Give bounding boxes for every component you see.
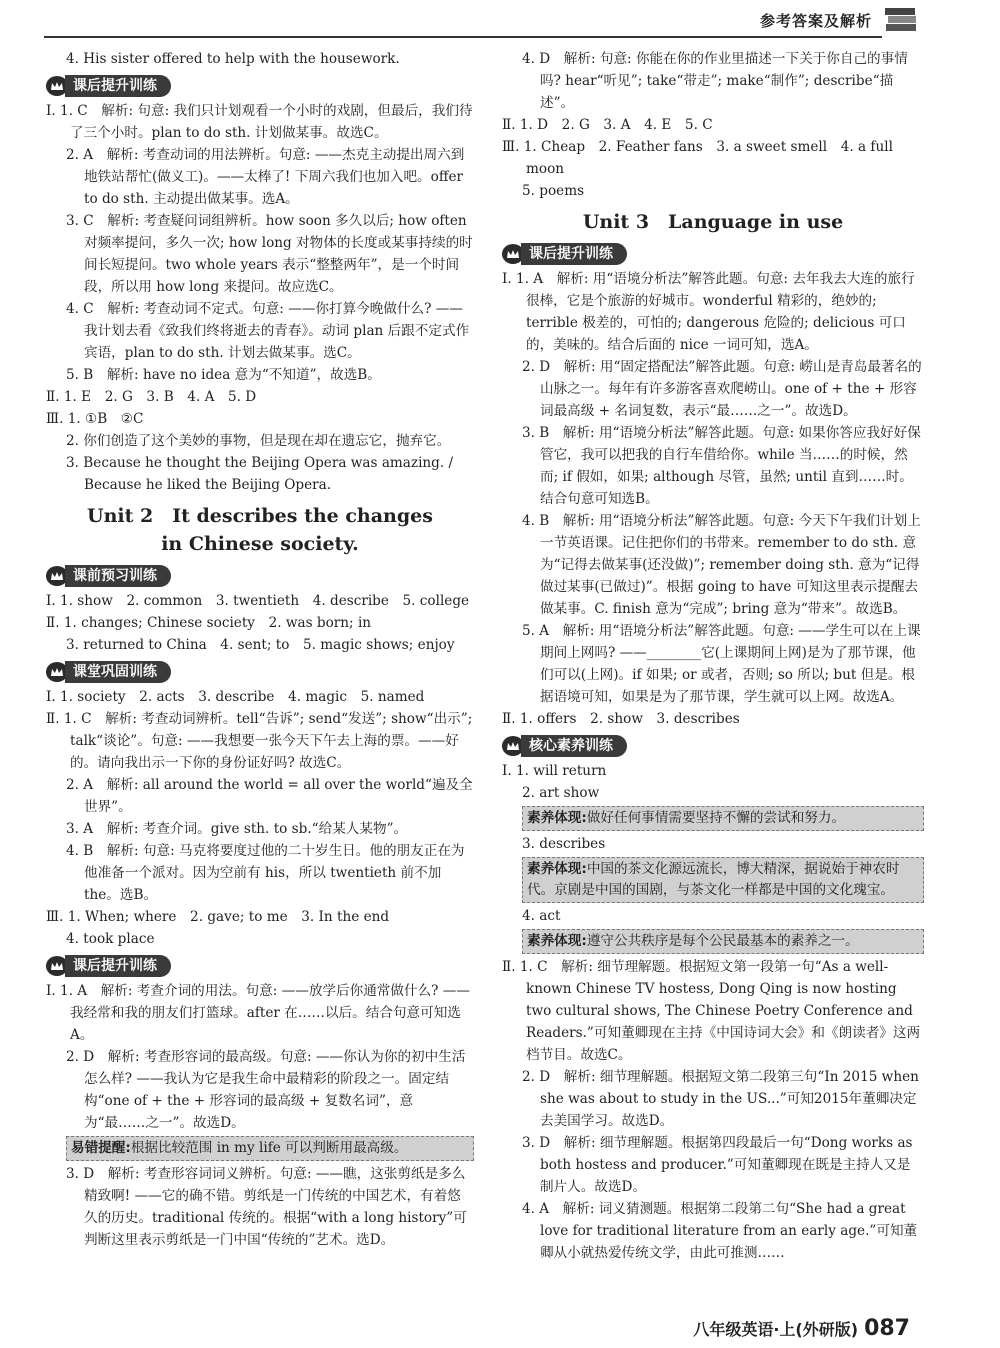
header-title: 参考答案及解析	[759, 12, 872, 30]
answer-line: 4. A 解析: 词义猜测题。根据第二段第二句“She had a great love for traditional literature from an early age.”可知董卿从小就热爱传统文学，由此可推测……	[522, 1201, 918, 1261]
answer-line: 4. B 解析: 句意: 马克将要度过他的二十岁生日。他的朋友正在为他准备一个派对。因为空前有 his，所以 twentieth 前不加 the。选B。	[66, 843, 465, 903]
answer-line: 5. A 解析: 用“语境分析法”解答此题。句意: ——学生可以在上课期间上网吗? ——________它(上课期间上网)是为了那节课，他们可以(上网)。if 如果; or 或者，否则; so 所以; but 但是。根据语境可知，如果是为了那节课，学生就可以上网。故选A。	[522, 623, 921, 705]
answer-line: Ⅱ. 1. C 解析: 考查动词辨析。tell“告诉”; send“发送”; show“出示”; talk“谈论”。句意: ——我想要一张今天下午去上海的票。——好的。请向我出示一下你的身份证好吗? 故选C。	[46, 711, 473, 771]
left-column	[46, 48, 474, 1251]
answer-line: Ⅰ. 1. C 解析: 句意: 我们只计划观看一个小时的戏剧，但最后，我们待了三个小时。plan to do sth. 计划做某事。故选C。	[46, 103, 473, 141]
answer-line: Ⅱ. 1. offers 2. show 3. describes	[502, 711, 740, 727]
answer-line: 2. art show	[522, 785, 600, 801]
answer-line: Ⅰ. 1. will return	[502, 763, 607, 779]
answer-line: Ⅱ. 1. E 2. G 3. B 4. A 5. D	[46, 389, 257, 405]
answer-line: 2. D 解析: 细节理解题。根据短文第二段第三句“In 2015 when she was about to study in the US...”可知2015年董卿决定去美国学习。故选D。	[522, 1069, 919, 1129]
answer-line: Ⅰ. 1. show 2. common 3. twentieth 4. describe 5. college	[46, 593, 470, 609]
answer-line: 4. D 解析: 句意: 你能在你的作业里描述一下关于你自己的事情吗? hear“听见”; take“带走”; make“制作”; describe“描述”。	[522, 51, 908, 111]
answer-line: 4. act	[522, 908, 561, 924]
answer-line: 3. C 解析: 考查疑问词组辨析。how soon 多久以后; how often 对频率提问，多久一次; how long 对物体的长度或某事持续的时间长短提问。two whole years 表示“整整两年”，是一个时间段，所以用 how long 来提问。故应选C。	[66, 213, 473, 295]
answer-line: 3. Because he thought the Beijing Opera was amazing. / Because he liked the Beijing Opera.	[66, 455, 454, 493]
answer-line: Ⅲ. 1. Cheap 2. Feather fans 3. a sweet smell 4. a full moon	[502, 139, 893, 177]
literacy-box: 素养体现:遵守公共秩序是每个公民最基本的素养之一。	[522, 929, 924, 954]
answer-line: Ⅱ. 1. C 解析: 细节理解题。根据短文第一段第一句“As a well-known Chinese TV hostess, Dong Qing is now hosting two cultural shows, The Chinese Poetry Conference and Readers.”可知董卿现在主持《中国诗词大会》和《朗读者》这两档节目。故选C。	[502, 959, 921, 1063]
answer-line: Ⅰ. 1. A 解析: 考查介词的用法。句意: ——放学后你通常做什么? ——我经常和我的朋友们打篮球。after 在……以后。结合句意可知选A。	[46, 983, 470, 1043]
section-header: 课堂巩固训练	[46, 660, 474, 684]
literacy-box: 素养体现:中国的茶文化源远流长，博大精深，据说始于神农时代。京剧是中国的国剧，与茶文化一样都是中国的文化瑰宝。	[522, 857, 924, 903]
section-header: 课后提升训练	[502, 242, 924, 266]
page-number: 087	[864, 1316, 910, 1341]
answer-line: 3. returned to China 4. sent; to 5. magic shows; enjoy	[66, 637, 455, 653]
answer-line: Ⅲ. 1. ①B ②C	[46, 411, 144, 427]
answer-line: 3. describes	[522, 836, 606, 852]
answer-line: Ⅰ. 1. society 2. acts 3. describe 4. magic 5. named	[46, 689, 425, 705]
answer-line: 2. D 解析: 用“固定搭配法”解答此题。句意: 崂山是青岛最著名的山脉之一。每年有许多游客喜欢爬崂山。one of + the + 形容词最高级 + 名词复数，表示“最……之一”。故选D。	[522, 359, 922, 419]
header-rule	[44, 36, 882, 38]
book-title: 八年级英语·上(外研版)	[693, 1320, 859, 1339]
answer-line: 2. A 解析: 考查动词的用法辨析。句意: ——杰克主动提出周六到地铁站帮忙(做义工)。——太棒了! 下周六我们也加入吧。offer to do sth. 主动提出做某事。选A。	[66, 147, 465, 207]
unit-title: Unit 3 Language in use	[582, 211, 844, 233]
unit-title: Unit 2 It describes the changes in Chinese society.	[87, 505, 433, 555]
literacy-box: 素养体现:做好任何事情需要坚持不懈的尝试和努力。	[522, 806, 924, 831]
answer-line: Ⅱ. 1. changes; Chinese society 2. was born; in	[46, 615, 372, 631]
answer-line: Ⅱ. 1. D 2. G 3. A 4. E 5. C	[502, 117, 713, 133]
answer-line: 4. B 解析: 用“语境分析法”解答此题。句意: 今天下午我们计划上一节英语课。记住把你们的书带来。remember to do sth. 意为“记得去做某事(还没做)”; remember doing sth. 意为“记得做过某事(已做过)”。根据 going to have 可知这里表示提醒去做某事。C. finish 意为“完成”; bring 意为“带来”。故选B。	[522, 513, 921, 617]
answer-line: Ⅰ. 1. A 解析: 用“语境分析法”解答此题。句意: 去年我去大连的旅行很棒，它是个旅游的好城市。wonderful 精彩的，绝妙的; terrible 极差的，可怕的; dangerous 危险的; delicious 可口的，美味的。结合后面的 nice 一词可知，选A。	[502, 271, 915, 353]
answer-line: 4. C 解析: 考查动词不定式。句意: ——你打算今晚做什么? ——我计划去看《致我们终将逝去的青春》。动词 plan 后跟不定式作宾语，plan to do sth. 计划去做某事。选C。	[66, 301, 470, 361]
section-header: 课前预习训练	[46, 564, 474, 588]
answer-line: 4. took place	[66, 931, 155, 947]
answer-line: 4. His sister offered to help with the housework.	[66, 51, 400, 67]
answer-line: 2. 你们创造了这个美妙的事物，但是现在却在遗忘它，抛弃它。	[66, 433, 451, 449]
section-header: 核心素养训练	[502, 734, 924, 758]
answer-line: Ⅲ. 1. When; where 2. gave; to me 3. In the end	[46, 909, 390, 925]
section-header: 课后提升训练	[46, 954, 474, 978]
answer-line: 3. B 解析: 用“语境分析法”解答此题。句意: 如果你答应我好好保管它，我可以把我的自行车借给你。while 当……的时候，然而; if 假如，如果; although 尽管，虽然; until 直到……时。结合句意可知选B。	[522, 425, 921, 507]
tip-box: 易错提醒:根据比较范围 in my life 可以判断用最高级。	[66, 1136, 474, 1161]
book-stack-icon	[884, 4, 920, 34]
right-column	[502, 48, 924, 1264]
answer-line: 2. D 解析: 考查形容词的最高级。句意: ——你认为你的初中生活怎么样? ——我认为它是我生命中最精彩的阶段之一。固定结构“one of + the + 形容词的最高级 + 复数名词”，意为“最……之一”。故选D。	[66, 1049, 466, 1131]
page-footer	[693, 1316, 910, 1341]
answer-line: 3. D 解析: 考查形容词词义辨析。句意: ——瞧，这张剪纸是多么精致啊! ——它的确不错。剪纸是一门传统的中国艺术，有着悠久的历史。traditional 传统的。根据“with a long history”可判断这里表示剪纸是一门中国“传统的”艺术。选D。	[66, 1166, 467, 1248]
answer-line: 5. B 解析: have no idea 意为“不知道”，故选B。	[66, 367, 381, 383]
answer-line: 5. poems	[522, 183, 585, 199]
answer-line: 3. D 解析: 细节理解题。根据第四段最后一句“Dong works as both hostess and producer.”可知董卿现在既是主持人又是制片人。故选D。	[522, 1135, 913, 1195]
answer-line: 2. A 解析: all around the world = all over the world“遍及全世界”。	[66, 777, 473, 815]
section-header: 课后提升训练	[46, 74, 474, 98]
answer-line: 3. A 解析: 考查介词。give sth. to sb.“给某人某物”。	[66, 821, 408, 837]
